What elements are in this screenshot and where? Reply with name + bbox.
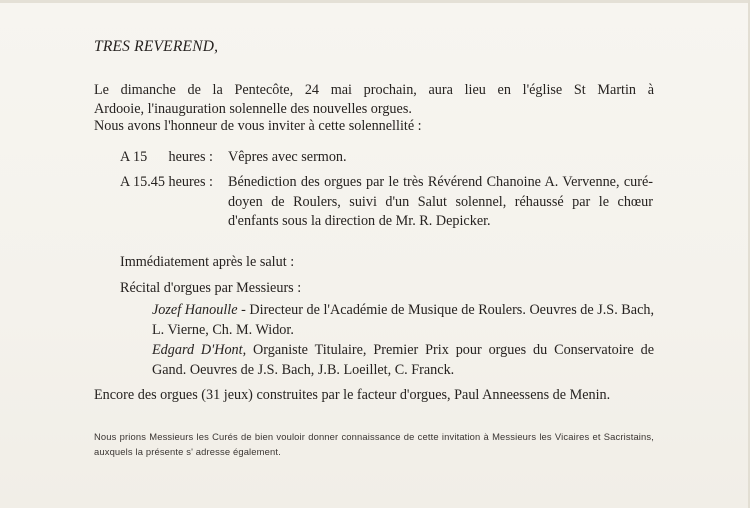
intro-line-2: Ardooie, l'inauguration solennelle des nouvelles orgues.	[94, 101, 412, 117]
intro-line-1: Le dimanche de la Pentecôte, 24 mai prochain, aura lieu en l'église St Martin à	[94, 82, 654, 98]
salutation: TRES REVEREND,	[94, 38, 219, 55]
footnote: Nous prions Messieurs les Curés de bien vouloir donner connaissance de cette invitation à Messieurs les Vicaires et Sacristains, auxquels la présente s' adresse également.	[94, 431, 654, 457]
schedule-description-2: Bénediction des orgues par le très Révérend Chanoine A. Vervenne, curé-doyen de Roulers, suivi d'un Salut solennel, réhaussé par le chœur d'enfants sous la direction de Mr. R. Depicker.	[228, 174, 653, 229]
performer-entry-2	[152, 341, 654, 380]
schedule-time-2: A 15.45 heures :	[120, 174, 213, 190]
performer-name: Jozef Hanoulle	[152, 302, 238, 318]
schedule-time-1: A 15 heures :	[120, 149, 213, 165]
after-salut-line: Immédiatement après le salut :	[120, 254, 295, 270]
intro-paragraph	[94, 81, 654, 119]
card-top-edge	[0, 0, 750, 3]
performer-name: Edgard D'Hont,	[152, 342, 247, 358]
performer-details: - Directeur de l'Académie de Musique de Roulers. Oeuvres de J.S. Bach, L. Vierne, Ch. M. Widor.	[152, 302, 655, 338]
invitation-line: Nous avons l'honneur de vous inviter à cette solennellité :	[94, 118, 422, 134]
performer-entry-1	[152, 301, 654, 340]
recital-intro: Récital d'orgues par Messieurs :	[120, 280, 302, 296]
performer-details: Organiste Titulaire, Premier Prix pour orgues du Conservatoire de Gand. Oeuvres de J.S. Bach, J.B. Loeillet, C. Franck.	[152, 342, 654, 378]
schedule-description-1: Vêpres avec sermon.	[228, 149, 347, 165]
organ-note: Encore des orgues (31 jeux) construites par le facteur d'orgues, Paul Anneessens de Menin.	[94, 387, 611, 403]
